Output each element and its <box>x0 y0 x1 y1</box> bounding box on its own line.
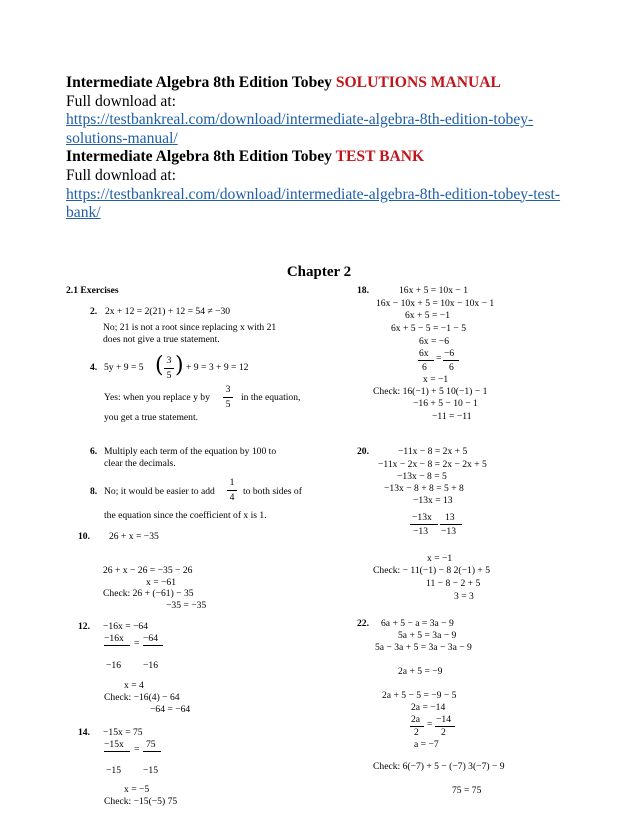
fraction-bar <box>143 645 163 646</box>
problem-14-frac-den: −15 <box>106 765 122 776</box>
problem-14-frac-num: 75 <box>146 739 156 750</box>
problem-22-number: 22. <box>357 618 369 629</box>
fraction-bar <box>443 360 459 361</box>
full-download-label: Full download at: <box>66 92 177 110</box>
problem-18-line: x = −1 <box>423 374 449 385</box>
problem-10-line: 26 + x − 26 = −35 − 26 <box>103 565 193 576</box>
problem-10-line: Check: 26 + (−61) − 35 <box>103 588 194 599</box>
problem-18-line: −11 = −11 <box>432 411 472 422</box>
problem-4-line: in the equation, <box>241 392 301 403</box>
problem-8-line: the equation since the coefficient of x is 1. <box>104 510 267 521</box>
problem-6-number: 6. <box>90 446 98 457</box>
problem-20-frac-den: −13 <box>441 526 457 537</box>
problem-4-line: 5y + 9 = 5 <box>104 362 144 373</box>
problem-20-line: x = −1 <box>427 553 453 564</box>
problem-22-frac-den: 2 <box>414 727 419 738</box>
problem-18-line: −16 + 5 − 10 − 1 <box>413 398 478 409</box>
fraction-bar <box>440 524 462 525</box>
fraction-bar <box>104 751 130 752</box>
problem-2-line: does not give a true statement. <box>103 334 220 345</box>
problem-10-line: x = −61 <box>146 577 177 588</box>
problem-2-line: 2x + 12 = 2(21) + 12 = 54 ≠ −30 <box>105 306 231 317</box>
problem-20-frac-num: −13x <box>412 512 432 523</box>
equals-sign: = <box>427 719 433 730</box>
problem-8-number: 8. <box>90 486 98 497</box>
problem-12-line: −16x = −64 <box>103 621 149 632</box>
problem-2-line: No; 21 is not a root since replacing x with 21 <box>103 322 277 333</box>
fraction-bar <box>410 524 438 525</box>
problem-18-line: 6x + 5 = −1 <box>405 310 451 321</box>
problem-14-line: −15x = 75 <box>103 727 143 738</box>
solutions-manual-title: Intermediate Algebra 8th Edition Tobey SOLUTIONS MANUAL <box>66 74 501 91</box>
solutions-manual-link[interactable]: https://testbankreal.com/download/intermediate-algebra-8th-edition-tobey- solutions-manual/ <box>66 111 534 147</box>
problem-4-line: you get a true statement. <box>104 412 199 423</box>
fraction-bar <box>227 490 237 491</box>
problem-12-frac-num: −16x <box>104 633 124 644</box>
problem-20-frac-den: −13 <box>413 526 429 537</box>
problem-12-number: 12. <box>78 621 90 632</box>
problem-4-line: + 9 = 3 + 9 = 12 <box>186 362 249 373</box>
problem-22-line: 5a − 3a + 5 = 3a − 3a − 9 <box>375 642 472 653</box>
problem-20-line: −13x − 8 = 5 <box>397 471 447 482</box>
fraction-bar <box>143 751 161 752</box>
fraction-bar <box>223 397 233 398</box>
problem-14-line: x = −5 <box>124 784 150 795</box>
problem-20-line: −13x = 13 <box>413 495 453 506</box>
problem-10-number: 10. <box>78 531 90 542</box>
right-paren: ) <box>175 353 184 378</box>
problem-12-frac-den: −16 <box>143 660 159 671</box>
problem-12-line: −64 = −64 <box>150 704 191 715</box>
problem-4-number: 4. <box>90 362 98 373</box>
problem-2-number: 2. <box>90 306 98 317</box>
problem-4-frac-den: 5 <box>225 399 231 410</box>
problem-18-line: 6x = −6 <box>419 336 450 347</box>
full-download-label-2: Full download at: <box>66 166 177 184</box>
problem-18-line: 16x − 10x + 5 = 10x − 10x − 1 <box>376 298 495 309</box>
problem-14-number: 14. <box>78 727 90 738</box>
problem-12-line: Check: −16(4) − 64 <box>104 692 180 703</box>
fraction-bar <box>104 645 130 646</box>
problem-8-line: No; it would be easier to add <box>104 486 215 497</box>
problem-8-line: to both sides of <box>243 486 302 497</box>
problem-4-line: Yes: when you replace y by <box>104 392 210 403</box>
equals-sign: = <box>134 744 140 755</box>
problem-22-line: 2a + 5 = −9 <box>398 666 443 677</box>
problem-20-line: −11x − 8 = 2x + 5 <box>398 446 468 457</box>
problem-8-frac-num: 1 <box>229 477 235 488</box>
problem-22-frac-num: −14 <box>436 714 452 725</box>
problem-10-line: 26 + x = −35 <box>109 531 159 542</box>
equals-sign: = <box>436 353 442 364</box>
problem-18-frac-den: 6 <box>422 362 427 373</box>
left-paren: ( <box>155 353 164 378</box>
problem-18-line: 6x + 5 − 5 = −1 − 5 <box>391 323 467 334</box>
problem-18-line: Check: 16(−1) + 5 10(−1) − 1 <box>373 386 488 397</box>
problem-22-line: 5a + 5 = 3a − 9 <box>398 630 457 641</box>
problem-6-line: Multiply each term of the equation by 100 to <box>104 446 277 457</box>
problem-14-frac-num: −15x <box>104 739 124 750</box>
download-header <box>66 74 586 223</box>
problem-12-line: x = 4 <box>124 680 144 691</box>
problem-10-line: −35 = −35 <box>166 600 207 611</box>
problem-4-frac-num: 3 <box>166 355 172 366</box>
problem-6-line: clear the decimals. <box>104 458 176 469</box>
fraction-bar <box>164 368 174 369</box>
problem-22-line: 2a + 5 − 5 = −9 − 5 <box>382 690 457 701</box>
fraction-bar <box>418 360 434 361</box>
problem-22-line: Check: 6(−7) + 5 − (−7) 3(−7) − 9 <box>373 761 505 772</box>
problem-20-line: −11x − 2x − 8 = 2x − 2x + 5 <box>378 459 487 470</box>
problem-18-frac-num: 6x <box>419 348 429 359</box>
problem-22-line: 2a = −14 <box>411 702 446 713</box>
problem-22-line: 75 = 75 <box>452 785 482 796</box>
problem-12-frac-num: −64 <box>143 633 159 644</box>
problem-20-line: Check: − 11(−1) − 8 2(−1) + 5 <box>373 565 491 576</box>
test-bank-link[interactable]: https://testbankreal.com/download/intermediate-algebra-8th-edition-tobey-test- bank/ <box>66 185 561 222</box>
equals-sign: = <box>134 638 140 649</box>
problem-22-frac-num: 2a <box>411 714 421 725</box>
problem-20-frac-num: 13 <box>445 512 455 523</box>
problem-20-line: 3 = 3 <box>454 591 474 602</box>
problem-18-number: 18. <box>357 285 369 296</box>
problem-14-frac-den: −15 <box>143 765 159 776</box>
problem-4-frac-num: 3 <box>225 384 231 395</box>
section-heading: 2.1 Exercises <box>66 285 119 296</box>
problem-20-line: 11 − 8 − 2 + 5 <box>426 578 481 589</box>
problem-8-frac-den: 4 <box>229 492 235 503</box>
problem-20-line: −13x − 8 + 8 = 5 + 8 <box>384 483 464 494</box>
problem-22-line: 6a + 5 − a = 3a − 9 <box>381 618 454 629</box>
problem-22-frac-den: 2 <box>441 727 446 738</box>
problem-18-frac-den: 6 <box>449 362 454 373</box>
problem-18-line: 16x + 5 = 10x − 1 <box>399 285 468 296</box>
problem-12-frac-den: −16 <box>106 660 122 671</box>
problem-4-frac-den: 5 <box>166 370 172 381</box>
problem-20-number: 20. <box>357 446 369 457</box>
test-bank-title: Intermediate Algebra 8th Edition Tobey TEST BANK <box>66 148 425 166</box>
problem-22-line: a = −7 <box>414 739 439 750</box>
chapter-heading: Chapter 2 <box>286 264 352 280</box>
problem-14-line: Check: −15(−5) 75 <box>104 796 178 807</box>
problem-18-frac-num: −6 <box>444 348 455 359</box>
